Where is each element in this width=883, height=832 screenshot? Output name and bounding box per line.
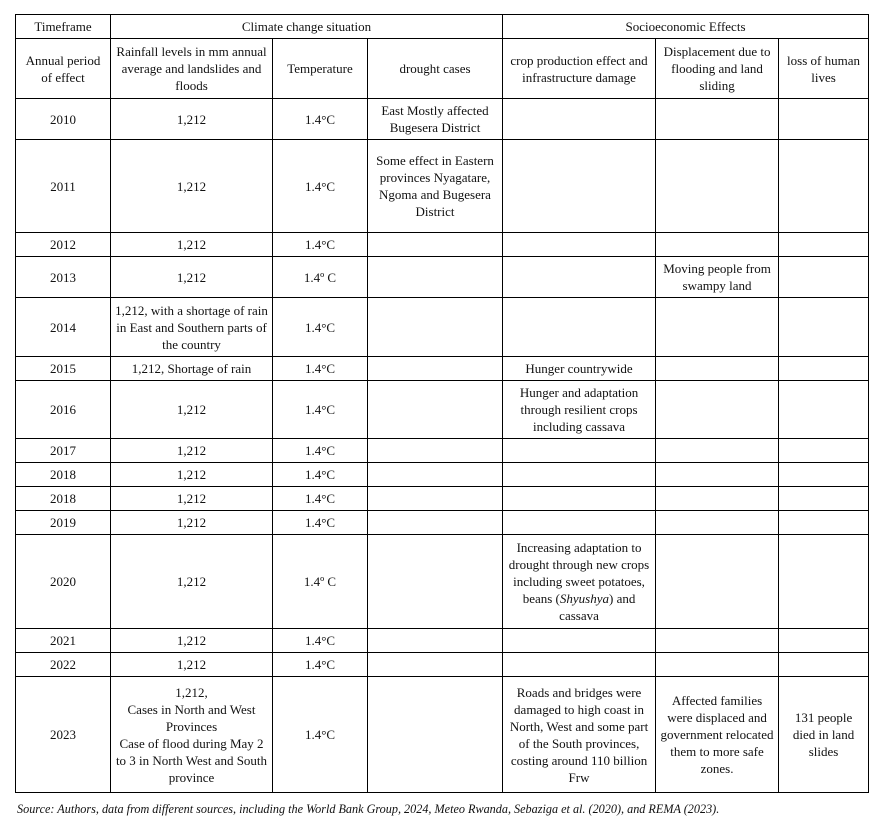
temperature-cell: 1.4°C [273, 487, 368, 511]
displacement-cell: Affected families were displaced and government relocated them to more safe zones. [656, 677, 779, 793]
rainfall-cell: 1,212 [111, 511, 273, 535]
header-climate-change: Climate change situation [111, 15, 503, 39]
temperature-cell: 1.4°C [273, 233, 368, 257]
table-row [16, 439, 869, 463]
header-timeframe: Timeframe [16, 15, 111, 39]
drought-cell [368, 677, 503, 793]
temperature-cell: 1.4º C [273, 257, 368, 298]
rainfall-cell: 1,212, Shortage of rain [111, 357, 273, 381]
displacement-cell [656, 233, 779, 257]
drought-cell: Some effect in Eastern provinces Nyagatare, Ngoma and Bugesera District [368, 140, 503, 233]
drought-cell [368, 357, 503, 381]
climate-effects-table [15, 14, 869, 793]
table-row [16, 257, 869, 298]
rainfall-cell: 1,212 [111, 233, 273, 257]
year-cell: 2022 [16, 653, 111, 677]
drought-cell [368, 535, 503, 629]
displacement-cell [656, 381, 779, 439]
crop-cell [503, 99, 656, 140]
temperature-cell: 1.4°C [273, 653, 368, 677]
crop-cell [503, 487, 656, 511]
rainfall-cell: 1,212 [111, 99, 273, 140]
crop-cell [503, 298, 656, 357]
displacement-cell [656, 535, 779, 629]
displacement-cell [656, 99, 779, 140]
crop-cell [503, 257, 656, 298]
table-row [16, 233, 869, 257]
header-annual-period: Annual period of effect [16, 39, 111, 99]
drought-cell [368, 487, 503, 511]
loss-cell [779, 381, 869, 439]
loss-cell [779, 357, 869, 381]
displacement-cell [656, 357, 779, 381]
displacement-cell: Moving people from swampy land [656, 257, 779, 298]
table-row [16, 381, 869, 439]
loss-cell [779, 140, 869, 233]
year-cell: 2018 [16, 463, 111, 487]
rainfall-cell: 1,212 [111, 381, 273, 439]
temperature-cell: 1.4°C [273, 629, 368, 653]
crop-cell: Hunger and adaptation through resilient crops including cassava [503, 381, 656, 439]
crop-cell [503, 629, 656, 653]
temperature-cell: 1.4°C [273, 463, 368, 487]
displacement-cell [656, 463, 779, 487]
source-note: Source: Authors, data from different sources, including the World Bank Group, 2024, Meteo Rwanda, Sebaziga et al. (2020), and REMA (2023). [17, 802, 720, 816]
table-row [16, 677, 869, 793]
rainfall-cell: 1,212 [111, 653, 273, 677]
header-crop: crop production effect and infrastructure damage [503, 39, 656, 99]
temperature-cell: 1.4°C [273, 511, 368, 535]
displacement-cell [656, 653, 779, 677]
drought-cell [368, 463, 503, 487]
crop-text-part: ) and cassava [559, 591, 636, 623]
header-temperature: Temperature [273, 39, 368, 99]
crop-cell: Roads and bridges were damaged to high coast in North, West and some part of the South provinces, costing around 110 billion Frw [503, 677, 656, 793]
loss-cell [779, 511, 869, 535]
temperature-cell: 1.4°C [273, 99, 368, 140]
displacement-cell [656, 487, 779, 511]
temperature-cell: 1.4º C [273, 535, 368, 629]
year-cell: 2015 [16, 357, 111, 381]
loss-cell [779, 233, 869, 257]
year-cell: 2012 [16, 233, 111, 257]
displacement-cell [656, 298, 779, 357]
year-cell: 2013 [16, 257, 111, 298]
group-header-row [16, 15, 869, 39]
drought-cell [368, 439, 503, 463]
temperature-cell: 1.4°C [273, 439, 368, 463]
year-cell: 2019 [16, 511, 111, 535]
drought-cell: East Mostly affected Bugesera District [368, 99, 503, 140]
year-cell: 2023 [16, 677, 111, 793]
table-row [16, 140, 869, 233]
crop-cell [503, 535, 656, 629]
year-cell: 2018 [16, 487, 111, 511]
loss-cell [779, 298, 869, 357]
drought-cell [368, 233, 503, 257]
rainfall-cell: 1,212, with a shortage of rain in East and Southern parts of the country [111, 298, 273, 357]
crop-cell [503, 463, 656, 487]
table-row [16, 535, 869, 629]
displacement-cell [656, 629, 779, 653]
table-row [16, 487, 869, 511]
rainfall-cell: 1,212 [111, 463, 273, 487]
year-cell: 2010 [16, 99, 111, 140]
crop-cell [503, 511, 656, 535]
loss-cell [779, 629, 869, 653]
loss-cell [779, 535, 869, 629]
loss-cell [779, 463, 869, 487]
drought-cell [368, 511, 503, 535]
table-row [16, 463, 869, 487]
table-row [16, 357, 869, 381]
drought-cell [368, 381, 503, 439]
rainfall-line: Cases in North and West Provinces [127, 701, 256, 734]
crop-text-part: Increasing adaptation to drought through new crops including sweet potatoes, beans ( [508, 540, 650, 606]
drought-cell [368, 653, 503, 677]
loss-cell [779, 439, 869, 463]
loss-cell [779, 653, 869, 677]
temperature-cell: 1.4°C [273, 677, 368, 793]
loss-cell [779, 487, 869, 511]
header-rainfall: Rainfall levels in mm annual average and landslides and floods [111, 39, 273, 99]
temperature-cell: 1.4°C [273, 298, 368, 357]
header-loss: loss of human lives [779, 39, 869, 99]
year-cell: 2021 [16, 629, 111, 653]
column-header-row [16, 39, 869, 99]
year-cell: 2020 [16, 535, 111, 629]
crop-cell [503, 653, 656, 677]
loss-cell [779, 257, 869, 298]
temperature-cell: 1.4°C [273, 381, 368, 439]
drought-cell [368, 257, 503, 298]
crop-cell [503, 233, 656, 257]
rainfall-cell: 1,212 [111, 140, 273, 233]
rainfall-cell: 1,212 [111, 629, 273, 653]
table-row [16, 629, 869, 653]
rainfall-line: 1,212, [175, 684, 208, 700]
rainfall-cell: 1,212 [111, 257, 273, 298]
rainfall-cell: 1,212 [111, 535, 273, 629]
rainfall-line: Case of flood during May 2 to 3 in North West and South province [115, 735, 268, 785]
temperature-cell: 1.4°C [273, 357, 368, 381]
year-cell: 2011 [16, 140, 111, 233]
rainfall-cell: 1,212 [111, 487, 273, 511]
year-cell: 2016 [16, 381, 111, 439]
crop-cell [503, 140, 656, 233]
header-displacement: Displacement due to flooding and land sliding [656, 39, 779, 99]
year-cell: 2014 [16, 298, 111, 357]
displacement-cell [656, 511, 779, 535]
rainfall-cell [111, 677, 273, 793]
drought-cell [368, 629, 503, 653]
displacement-cell [656, 140, 779, 233]
table-row [16, 298, 869, 357]
drought-cell [368, 298, 503, 357]
table-row [16, 99, 869, 140]
loss-cell: 131 people died in land slides [779, 677, 869, 793]
crop-text-italic: Shyushya [559, 591, 609, 606]
temperature-cell: 1.4°C [273, 140, 368, 233]
table-row [16, 653, 869, 677]
crop-cell [503, 439, 656, 463]
crop-cell: Hunger countrywide [503, 357, 656, 381]
displacement-cell [656, 439, 779, 463]
rainfall-cell: 1,212 [111, 439, 273, 463]
year-cell: 2017 [16, 439, 111, 463]
header-socioeconomic: Socioeconomic Effects [503, 15, 869, 39]
loss-cell [779, 99, 869, 140]
table-row [16, 511, 869, 535]
header-drought: drought cases [368, 39, 503, 99]
